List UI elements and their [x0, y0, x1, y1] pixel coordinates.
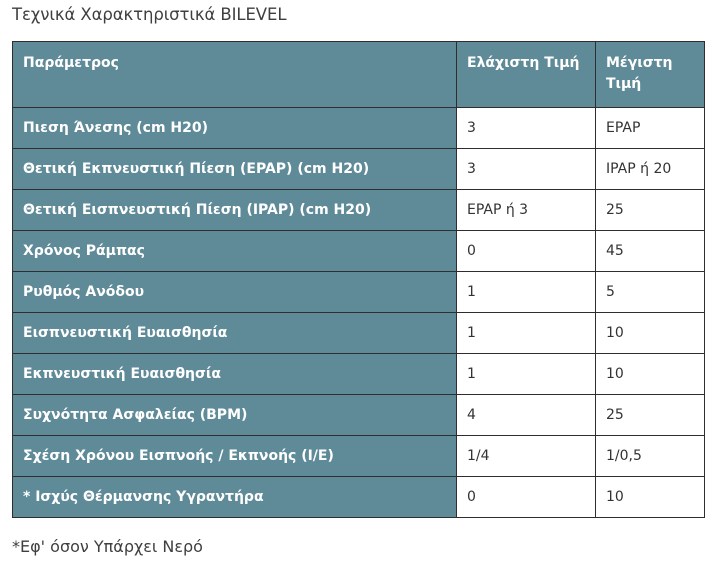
page-title: Τεχνικά Χαρακτηριστικά BILEVEL	[12, 5, 287, 24]
row-parameter: Χρόνος Ράμπας	[13, 231, 457, 272]
header-max-value: Μέγιστη Τιμή	[596, 42, 705, 108]
row-max-value: IPAP ή 20	[596, 149, 705, 190]
row-max-value: 25	[596, 190, 705, 231]
row-min-value: 4	[457, 395, 596, 436]
row-max-value: 1/0,5	[596, 436, 705, 477]
header-min-value: Ελάχιστη Τιμή	[457, 42, 596, 108]
row-max-value: 10	[596, 477, 705, 518]
specifications-table	[12, 41, 705, 518]
table-row	[13, 436, 705, 477]
table-row	[13, 354, 705, 395]
table-body	[13, 108, 705, 518]
row-min-value: 1/4	[457, 436, 596, 477]
table-row	[13, 395, 705, 436]
row-max-value: 10	[596, 313, 705, 354]
row-max-value: 25	[596, 395, 705, 436]
row-min-value: 1	[457, 272, 596, 313]
row-parameter: Πιεση Άνεσης (cm H20)	[13, 108, 457, 149]
header-row	[13, 42, 705, 108]
table-header	[13, 42, 705, 108]
table-row	[13, 313, 705, 354]
table-row	[13, 477, 705, 518]
row-parameter: Ρυθμός Ανόδου	[13, 272, 457, 313]
row-min-value: 3	[457, 149, 596, 190]
row-parameter: Εισπνευστική Ευαισθησία	[13, 313, 457, 354]
row-min-value: 0	[457, 231, 596, 272]
footnote: *Εφ' όσον Υπάρχει Νερό	[12, 537, 203, 556]
row-max-value: 10	[596, 354, 705, 395]
row-max-value: EPAP	[596, 108, 705, 149]
header-parameter: Παράμετρος	[13, 42, 457, 108]
table-row	[13, 190, 705, 231]
row-min-value: 1	[457, 354, 596, 395]
table-row	[13, 231, 705, 272]
row-parameter: * Ισχύς Θέρμανσης Υγραντήρα	[13, 477, 457, 518]
row-max-value: 45	[596, 231, 705, 272]
row-min-value: 1	[457, 313, 596, 354]
row-parameter: Θετική Εισπνευστική Πίεση (IPAP) (cm H20)	[13, 190, 457, 231]
row-parameter: Συχνότητα Ασφαλείας (BPM)	[13, 395, 457, 436]
table-row	[13, 272, 705, 313]
row-min-value: EPAP ή 3	[457, 190, 596, 231]
row-parameter: Σχέση Χρόνου Εισπνοής / Εκπνοής (I/E)	[13, 436, 457, 477]
row-min-value: 0	[457, 477, 596, 518]
row-parameter: Θετική Εκπνευστική Πίεση (EPAP) (cm H20)	[13, 149, 457, 190]
row-max-value: 5	[596, 272, 705, 313]
row-min-value: 3	[457, 108, 596, 149]
table-row	[13, 149, 705, 190]
table-row	[13, 108, 705, 149]
row-parameter: Εκπνευστική Ευαισθησία	[13, 354, 457, 395]
